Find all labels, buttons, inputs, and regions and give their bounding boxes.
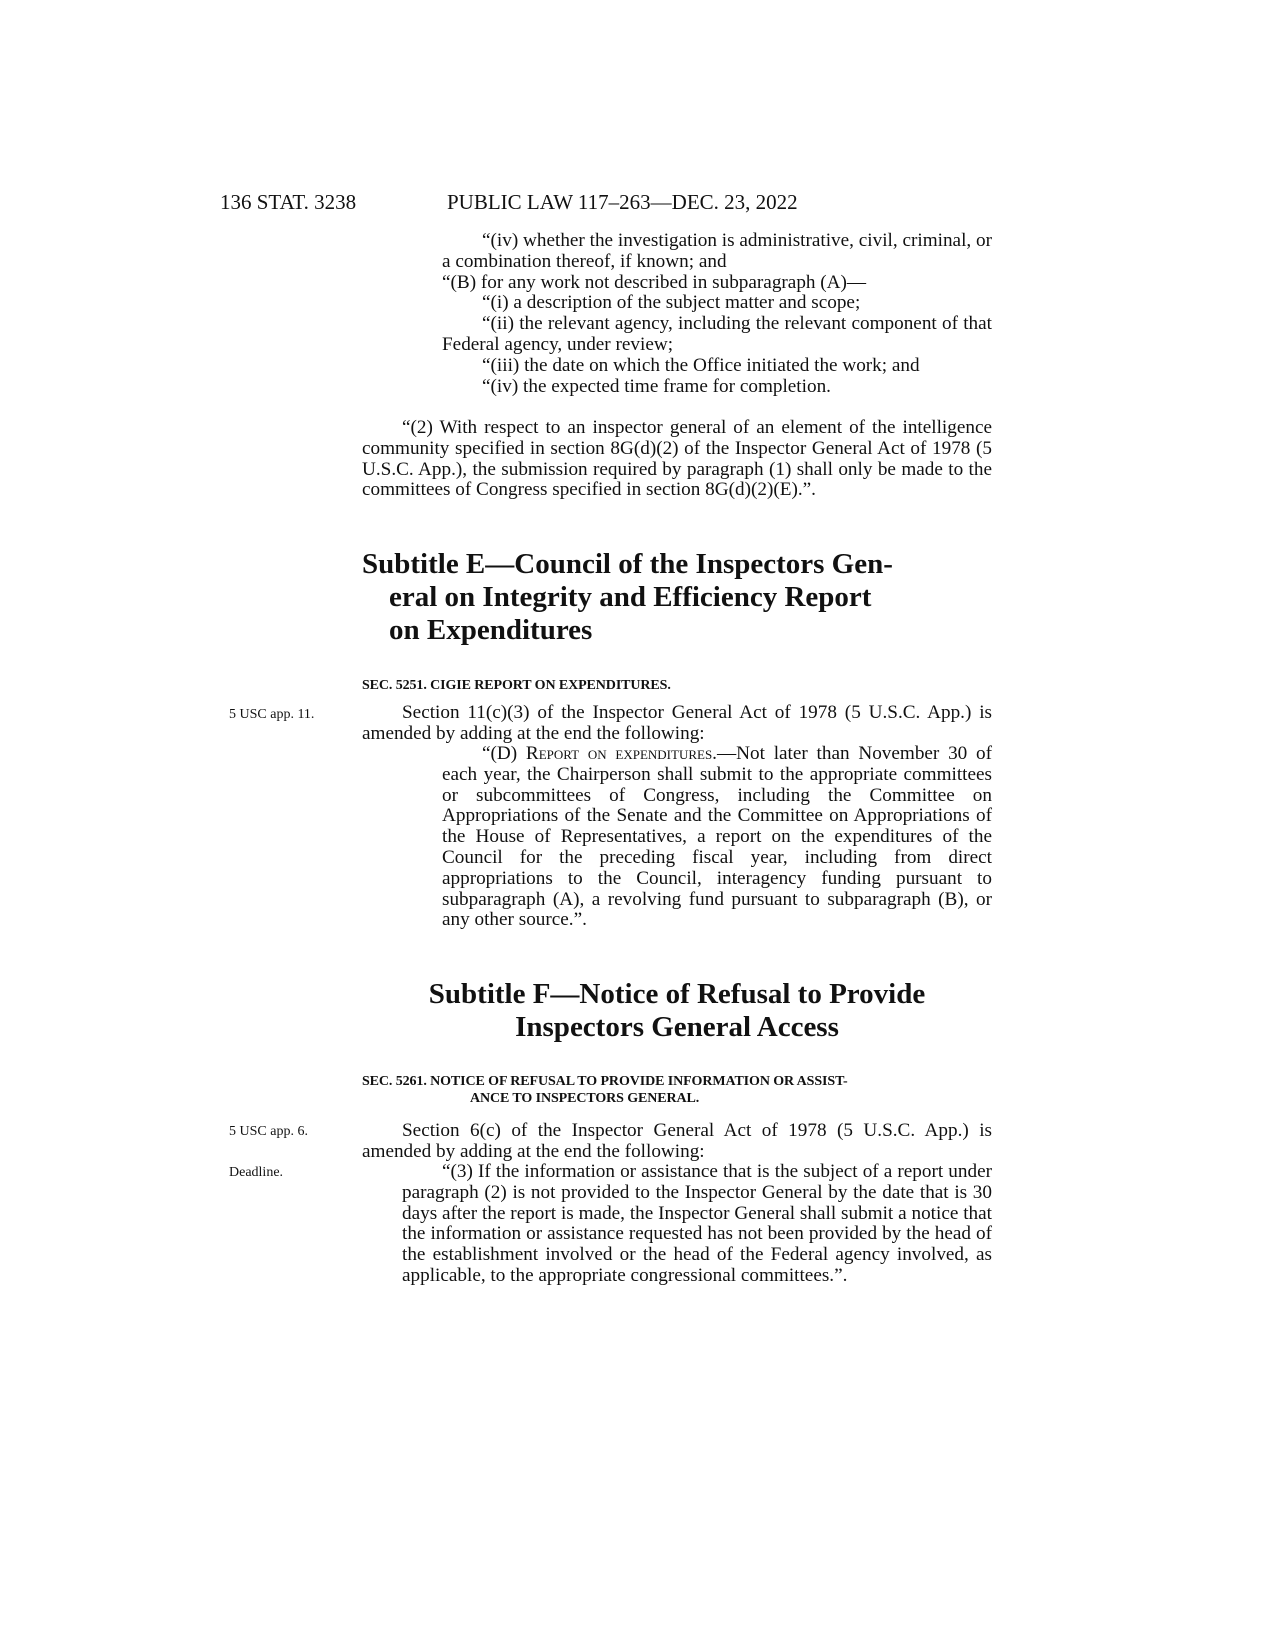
section-5251-heading: SEC. 5251. CIGIE REPORT ON EXPENDITURES. [362, 678, 671, 693]
subtitle-e-line1: Subtitle E—Council of the Inspectors Gen- [362, 548, 893, 580]
clause-a-iv: “(iv) whether the investigation is administrative, civil, criminal, or a combination thereof, if known; and [442, 230, 992, 272]
section-5261-heading-line1: SEC. 5261. NOTICE OF REFUSAL TO PROVIDE INFORMATION OR ASSIST- [362, 1074, 848, 1089]
subtitle-f-line2: Inspectors General Access [515, 1011, 839, 1043]
section-5261-intro [362, 1121, 992, 1163]
paragraph-3-text: “(3) If the information or assistance that is the subject of a report under paragraph (2) is not provided to the Inspector General by the date that is 30 days after the report is made, the Inspector General shall submit a notice that the information or assistance requested has not been provided by the head of the establishment involved or the head of the Federal agency involved, as applicable, to the appropriate congressional committees.”. [402, 1161, 992, 1286]
page-reference: 136 STAT. 3238 [220, 190, 357, 214]
clause-b-ii: “(ii) the relevant agency, including the relevant component of that Federal agency, under review; [442, 313, 992, 355]
clause-b-iv: “(iv) the expected time frame for completion. [482, 375, 831, 397]
clause-b-iii: “(iii) the date on which the Office initiated the work; and [482, 354, 920, 376]
margin-note-5-usc-app-6: 5 USC app. 6. [229, 1124, 308, 1139]
subtitle-e-heading [362, 548, 1002, 647]
clause-b: “(B) for any work not described in subparagraph (A)— [442, 271, 867, 293]
margin-note-deadline: Deadline. [229, 1165, 284, 1180]
subtitle-e-line3: on Expenditures [389, 614, 593, 646]
subtitle-f-heading [362, 978, 992, 1044]
subparagraph-d [442, 744, 992, 931]
top-text-a [442, 231, 992, 397]
section-5261-heading-line2: ANCE TO INSPECTORS GENERAL. [470, 1091, 700, 1106]
law-title: PUBLIC LAW 117–263—DEC. 23, 2022 [447, 190, 798, 214]
section-5261-intro-text: Section 6(c) of the Inspector General Act of 1978 (5 U.S.C. App.) is amended by adding at the end the following: [362, 1120, 992, 1162]
margin-note-5-usc-app-11: 5 USC app. 11. [229, 707, 315, 722]
section-5251-intro [362, 703, 992, 745]
paragraph-2-text: “(2) With respect to an inspector general of an element of the intelligence community specified in section 8G(d)(2) of the Inspector General Act of 1978 (5 U.S.C. App.), the submission required by paragraph (1) shall only be made to the committees of Congress specified in section 8G(d)(2)(E).”. [362, 417, 992, 501]
paragraph-3 [402, 1162, 992, 1287]
section-5261-heading [362, 1073, 1002, 1107]
paragraph-2 [362, 418, 992, 501]
section-5251-intro-text: Section 11(c)(3) of the Inspector General Act of 1978 (5 U.S.C. App.) is amended by adding at the end the following: [362, 702, 992, 744]
subparagraph-d-lead: “(D) [482, 743, 518, 764]
clause-b-i: “(i) a description of the subject matter and scope; [482, 292, 861, 314]
subparagraph-d-text: —Not later than November 30 of each year, the Chairperson shall submit to the appropriate committees or subcommittees of Congress, including the Committee on Appropriations of the Senate and the Committee on Appropriations of the House of Representatives, a report on the expenditures of the Council for the preceding fiscal year, including from direct appropriations to the Council, interagency funding pursuant to subparagraph (A), a revolving fund pursuant to subparagraph (B), or any other source.”. [442, 743, 993, 931]
subparagraph-d-caption: Report on expenditures. [525, 743, 717, 764]
subtitle-e-line2: eral on Integrity and Efficiency Report [389, 581, 872, 613]
subtitle-f-line1: Subtitle F—Notice of Refusal to Provide [428, 978, 926, 1010]
